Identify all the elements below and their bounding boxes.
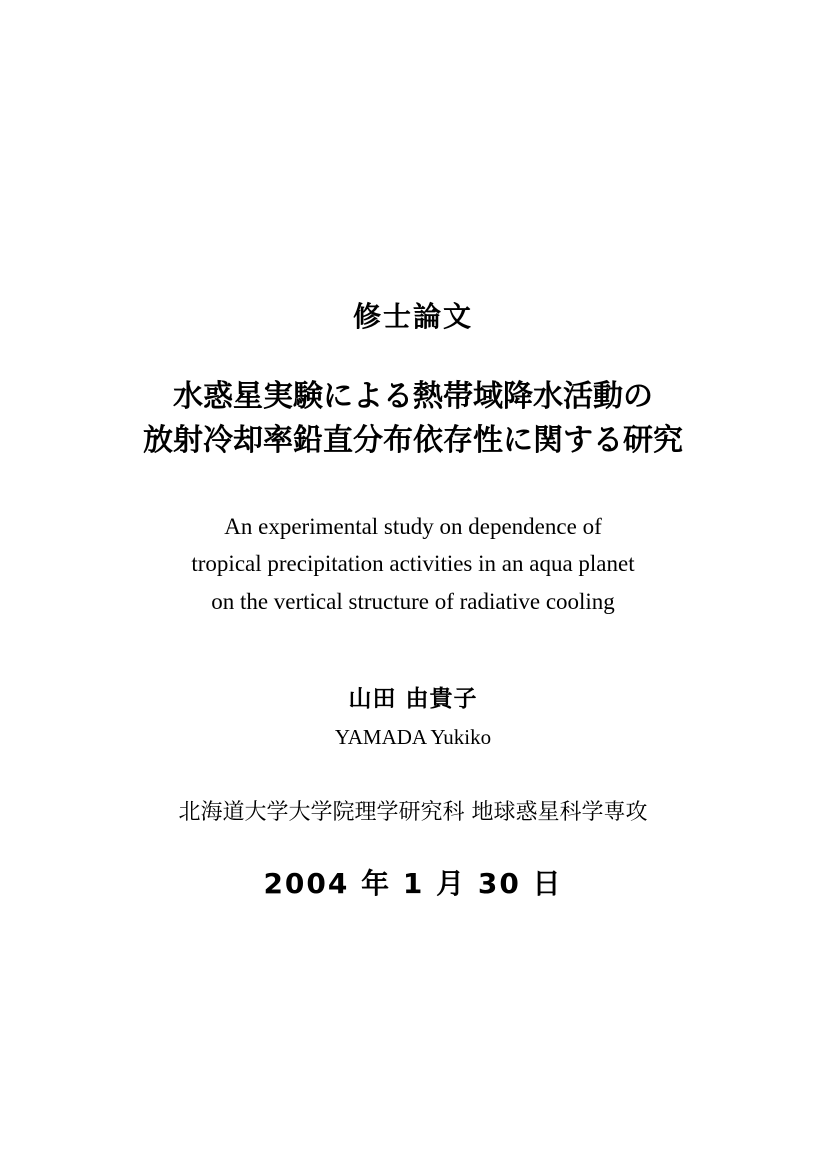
submission-date: 2004 年 1 月 30 日 [263, 867, 563, 900]
document-type: 修士論文 [352, 300, 473, 333]
title-english-line-1: An experimental study on dependence of [224, 514, 602, 539]
title-japanese-line-2: 放射冷却率鉛直分布依存性に関する研究 [143, 422, 683, 458]
title-english-line-2: tropical precipitation activities in an aqua planet [191, 551, 635, 577]
author-name-romanized: YAMADA Yukiko [334, 725, 492, 749]
author-name-japanese: 山田 由貴子 [348, 686, 478, 712]
affiliation: 北海道大学大学院理学研究科 地球惑星科学専攻 [178, 800, 648, 825]
title-japanese-line-1: 水惑星実験による熱帯域降水活動の [173, 379, 653, 414]
title-english [0, 508, 826, 620]
title-english-line-3: on the vertical structure of radiative cooling [211, 588, 615, 614]
title-japanese [0, 375, 826, 462]
